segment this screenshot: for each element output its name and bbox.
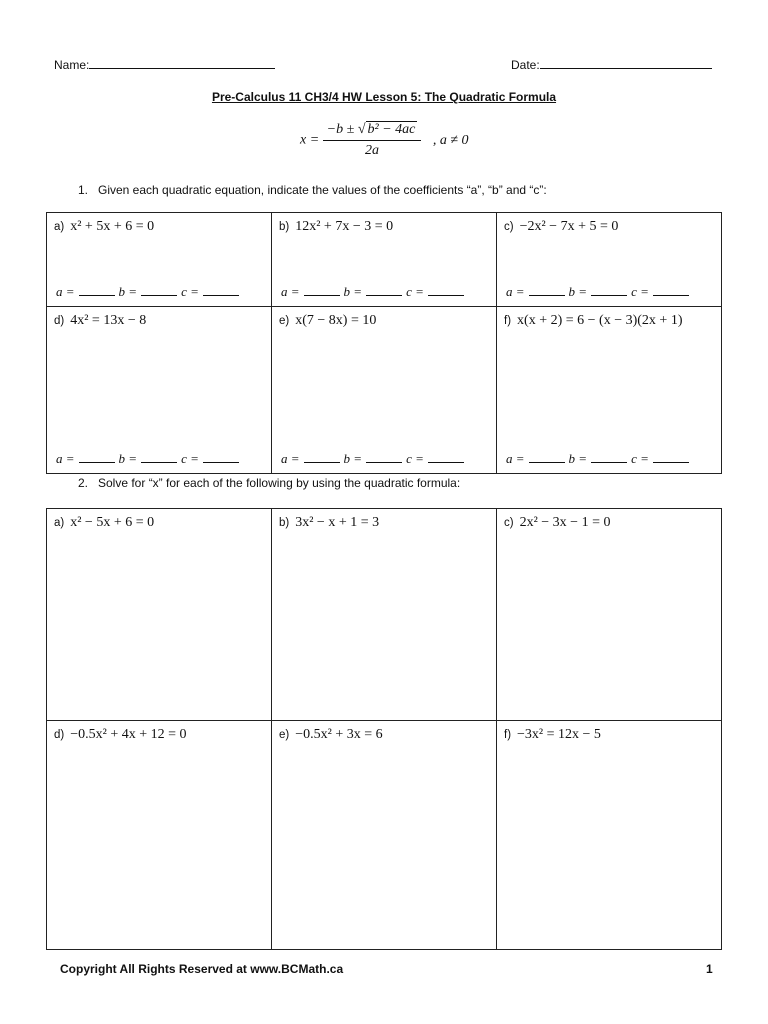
question-2-number: 2.: [78, 476, 89, 490]
problem-equation: 3x² − x + 1 = 3: [295, 515, 380, 530]
problem-letter: e): [279, 729, 290, 741]
problem-letter: d): [54, 315, 65, 327]
question-1-text: Given each quadratic equation, indicate the values of the coefficients “a”, “b” and “c”:: [98, 183, 547, 197]
question-2-text: Solve for “x” for each of the following by using the quadratic formula:: [98, 476, 461, 490]
question2-cell-e: [271, 720, 497, 950]
coefficient-c-label: c =: [631, 451, 649, 466]
problem-label: [54, 313, 146, 329]
coefficient-b-blank[interactable]: [141, 284, 177, 296]
coefficient-c-blank[interactable]: [653, 451, 689, 463]
coefficient-a-label: a =: [281, 284, 300, 299]
formula-numerator: −b ±: [326, 122, 358, 137]
coefficient-a-label: a =: [56, 284, 75, 299]
problem-equation: x(x + 2) = 6 − (x − 3)(2x + 1): [517, 313, 683, 328]
problem-letter: c): [504, 221, 514, 233]
problem-label: [504, 313, 682, 329]
coefficient-c-label: c =: [631, 284, 649, 299]
coefficient-b-label: b =: [568, 451, 588, 466]
formula-denominator: 2a: [365, 143, 380, 158]
problem-label: [279, 313, 376, 329]
problem-letter: d): [54, 729, 65, 741]
problem-letter: c): [504, 517, 514, 529]
question-1-number: 1.: [78, 183, 89, 197]
problem-label: [279, 515, 379, 531]
coefficient-answers: [281, 284, 468, 300]
coefficient-c-blank[interactable]: [653, 284, 689, 296]
coefficient-a-blank[interactable]: [304, 451, 340, 463]
coefficient-b-blank[interactable]: [591, 451, 627, 463]
coefficient-a-blank[interactable]: [79, 284, 115, 296]
problem-equation: 4x² = 13x − 8: [70, 313, 147, 328]
question2-cell-a: [46, 508, 272, 721]
problem-equation: 2x² − 3x − 1 = 0: [519, 515, 611, 530]
problem-letter: e): [279, 315, 290, 327]
copyright-text: Copyright All Rights Reserved at www.BCMath.ca: [60, 962, 344, 976]
problem-letter: b): [279, 517, 290, 529]
coefficient-a-blank[interactable]: [529, 284, 565, 296]
date-label: Date:: [511, 58, 540, 72]
coefficient-answers: [506, 284, 693, 300]
coefficient-a-blank[interactable]: [529, 451, 565, 463]
question2-cell-f: [496, 720, 722, 950]
problem-letter: f): [504, 315, 512, 327]
problem-letter: a): [54, 517, 65, 529]
coefficient-a-label: a =: [506, 284, 525, 299]
question2-cell-d: [46, 720, 272, 950]
coefficient-b-label: b =: [568, 284, 588, 299]
coefficient-a-label: a =: [56, 451, 75, 466]
problem-label: [504, 515, 610, 531]
name-field: [54, 56, 275, 72]
coefficient-answers: [56, 451, 243, 467]
question1-cell-f: [496, 306, 722, 474]
coefficient-c-blank[interactable]: [428, 284, 464, 296]
coefficient-c-blank[interactable]: [203, 451, 239, 463]
question1-cell-c: [496, 212, 722, 307]
coefficient-b-blank[interactable]: [591, 284, 627, 296]
problem-equation: x² − 5x + 6 = 0: [70, 515, 155, 530]
question2-cell-b: [271, 508, 497, 721]
name-label: Name:: [54, 58, 90, 72]
name-blank: [89, 56, 275, 69]
problem-equation: −2x² − 7x + 5 = 0: [519, 219, 619, 234]
coefficient-b-label: b =: [118, 284, 138, 299]
formula-condition: , a ≠ 0: [432, 132, 469, 148]
formula-radical: b² − 4ac: [367, 122, 416, 137]
question1-cell-a: [46, 212, 272, 307]
coefficient-b-label: b =: [343, 451, 363, 466]
page-number: 1: [706, 962, 713, 976]
coefficient-c-blank[interactable]: [428, 451, 464, 463]
coefficient-c-label: c =: [406, 284, 424, 299]
question1-cell-e: [271, 306, 497, 474]
coefficient-answers: [281, 451, 468, 467]
coefficient-b-blank[interactable]: [141, 451, 177, 463]
coefficient-a-label: a =: [506, 451, 525, 466]
coefficient-c-label: c =: [181, 284, 199, 299]
coefficient-c-label: c =: [181, 451, 199, 466]
problem-label: [504, 727, 601, 743]
problem-equation: 12x² + 7x − 3 = 0: [295, 219, 394, 234]
coefficient-a-blank[interactable]: [79, 451, 115, 463]
problem-letter: a): [54, 221, 65, 233]
question2-cell-c: [496, 508, 722, 721]
problem-label: [279, 727, 383, 743]
formula-fraction: $\frac{\text{−b ± √ b² − 4ac}}{2a}$: [323, 122, 422, 159]
coefficient-b-label: b =: [118, 451, 138, 466]
problem-equation: x(7 − 8x) = 10: [295, 313, 377, 328]
problem-label: [54, 219, 154, 235]
coefficient-b-blank[interactable]: [366, 284, 402, 296]
problem-label: [54, 515, 154, 531]
date-field: [511, 56, 712, 72]
problem-equation: −0.5x² + 3x = 6: [295, 727, 383, 742]
question1-cell-d: [46, 306, 272, 474]
problem-label: [504, 219, 618, 235]
coefficient-a-blank[interactable]: [304, 284, 340, 296]
coefficient-a-label: a =: [281, 451, 300, 466]
problem-label: [54, 727, 187, 743]
problem-equation: −3x² = 12x − 5: [517, 727, 601, 742]
coefficient-c-label: c =: [406, 451, 424, 466]
problem-letter: f): [504, 729, 512, 741]
coefficient-answers: [506, 451, 693, 467]
date-blank: [540, 56, 712, 69]
problem-equation: x² + 5x + 6 = 0: [70, 219, 155, 234]
coefficient-answers: [56, 284, 243, 300]
problem-equation: −0.5x² + 4x + 12 = 0: [70, 727, 187, 742]
coefficient-c-blank[interactable]: [203, 284, 239, 296]
quadratic-formula: [300, 122, 469, 159]
question1-cell-b: [271, 212, 497, 307]
formula-lhs: x =: [300, 132, 320, 148]
problem-letter: b): [279, 221, 290, 233]
problem-label: [279, 219, 393, 235]
page-title: Pre-Calculus 11 CH3/4 HW Lesson 5: The Quadratic Formula: [211, 90, 557, 104]
coefficient-b-label: b =: [343, 284, 363, 299]
coefficient-b-blank[interactable]: [366, 451, 402, 463]
